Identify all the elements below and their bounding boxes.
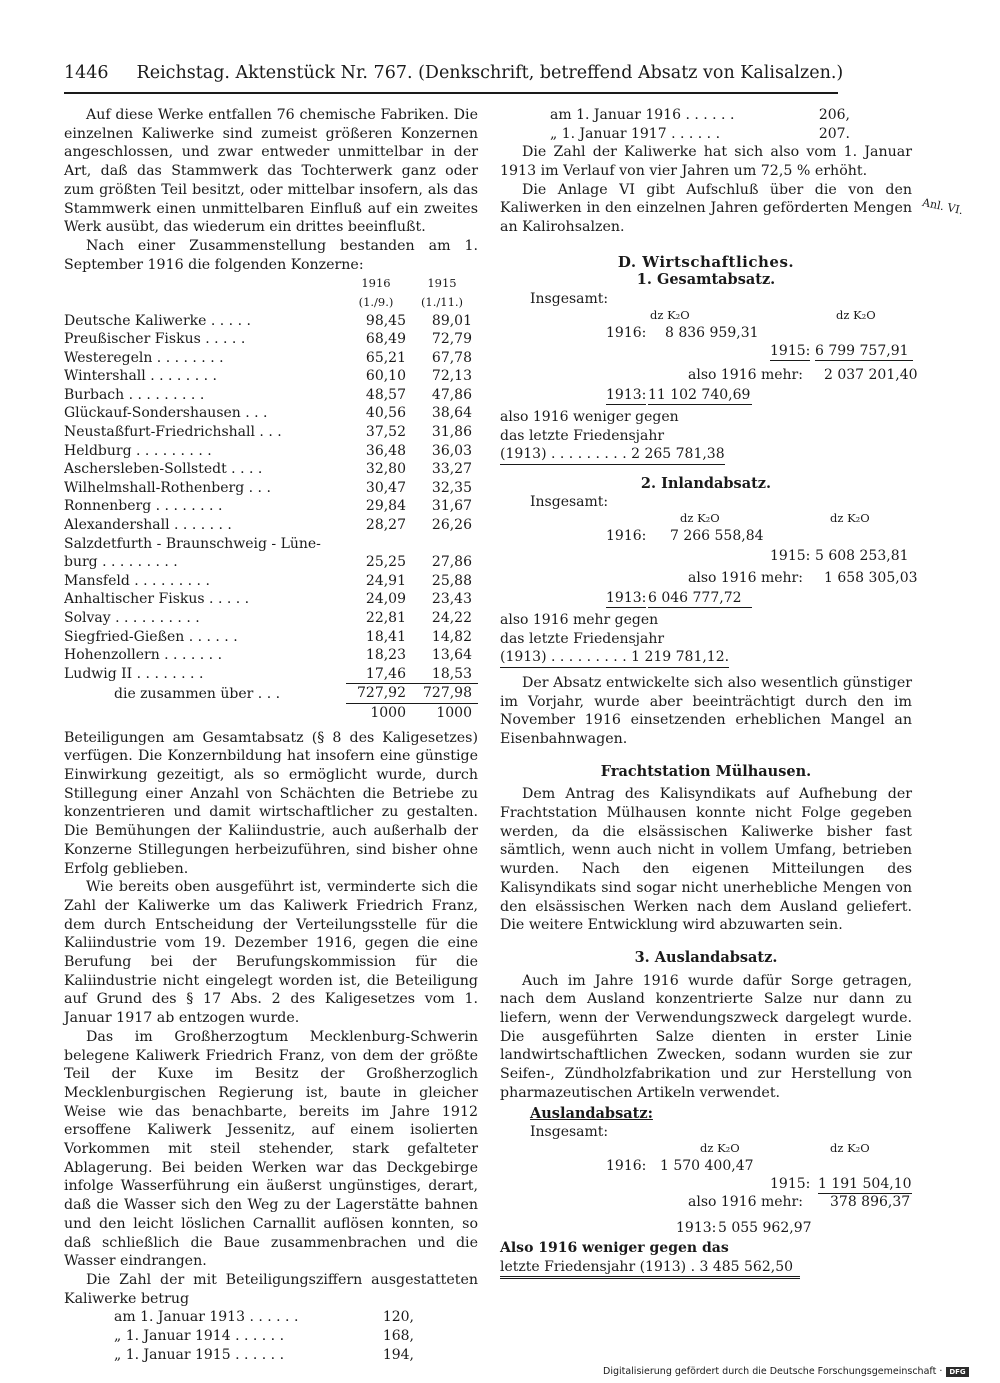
konzern-name: Hohenzollern . . . . . . . xyxy=(64,647,223,664)
subsection-heading: 2. Inlandabsatz. xyxy=(640,474,772,492)
left-column xyxy=(64,106,478,1364)
konzern-name: Westeregeln . . . . . . . . xyxy=(64,349,224,366)
konzern-name: Glückauf-Sondershausen . . . xyxy=(64,405,268,422)
konzern-value xyxy=(412,535,478,554)
paragraph: Die Anlage VI gibt Aufschluß über die von den Kaliwerken in den einzelnen Jahren geförderten Mengen an Kalirohsalzen. xyxy=(500,181,912,235)
konzerne-table xyxy=(64,274,478,722)
paragraph: Nach einer Zusammenstellung bestanden am 1. September 1916 die folgenden Konzerne: xyxy=(64,237,478,273)
konzern-name: Wintershall . . . . . . . . xyxy=(64,368,217,385)
footer-text: Digitalisierung gefördert durch die Deutsche Forschungsgemeinschaft · xyxy=(603,1366,943,1377)
spacer xyxy=(64,703,346,722)
paragraph: Das im Großherzogtum Mecklenburg-Schwerin belegene Kaliwerk Friedrich Franz, von dem der größte Teil der Kuxe im Besitz der Großherzoglich Mecklenburgischen Regierung ist, baute in gleicher Weise wie das benachbarte, bereits im Jahre 1912 ersoffene Kaliwerk Jessenitz, auf einem isolierten Vorkommen mit steil stehender, stark gefalteter Ablagerung. Bei beiden Werken war das Deckgebirge infolge Wasserführung ein äußerst ungünstiges, derart, daß die Wasser sich den Weg zu der Lagerstätte bahnen und den leicht löslichen Carnallit auflösen konnten, so daß schließlich die Baue zusammenbrachen und die Wasser eindrangen. xyxy=(64,1028,478,1270)
konzern-value: 25,25 xyxy=(365,554,406,571)
konzern-value: 72,13 xyxy=(431,368,472,385)
konzern-value: 24,91 xyxy=(365,572,406,589)
konzern-value: 89,01 xyxy=(431,312,472,329)
konzern-value: 17,46 xyxy=(346,665,412,684)
table-sum-row xyxy=(64,684,478,704)
total-value: 1000 xyxy=(370,704,406,721)
konzern-name: Salzdetfurth - Braunschweig - Lüne- xyxy=(64,535,321,552)
konzern-name: Wilhelmshall-Rothenberg . . . xyxy=(64,479,271,496)
konzern-value: 18,23 xyxy=(365,647,406,664)
konzern-name: Neustaßfurt-Friedrichshall . . . xyxy=(64,424,282,441)
gesamtabsatz-summary: also 1916 weniger gegen das letzte Friedensjahr (1913) . . . . . . . . . 2 265 781,38 xyxy=(500,408,912,465)
table-row xyxy=(64,423,478,442)
digitization-footer xyxy=(603,1366,969,1377)
table-row xyxy=(64,516,478,535)
table-row xyxy=(64,497,478,516)
konzern-value: 13,64 xyxy=(431,647,472,664)
konzern-name: Burbach . . . . . . . . . xyxy=(64,386,205,403)
table-row xyxy=(64,665,478,684)
konzern-name: Anhaltischer Fiskus . . . . . xyxy=(64,591,250,608)
section-heading: D. Wirtschaftliches. xyxy=(617,252,795,271)
sum-value: 727,92 xyxy=(346,684,412,704)
paragraph: Wie bereits oben ausgeführt ist, verminderte sich die Zahl der Kaliwerke um das Kaliwerk Friedrich Franz, dem durch Entscheidung der Verteilungsstelle für die Kaliindustrie vom 19. Dezember 1916, gegen die eine Berufung bei der Berufungskommission für die Kaliindustrie nicht eingelegt worden ist, die Beteiligung auf Grund des § 17 Abs. 2 des Kaligesetzes vom 1. Januar 1917 ab entzogen wurde. xyxy=(64,879,478,1027)
paragraph: Beteiligungen am Gesamtabsatz (§ 8 des Kaligesetzes) verfügen. Die Konzernbildung hat insofern eine günstige Einwirkung gezeitigt, als so ermöglicht wurde, durch Stillegung einer Anzahl von Schächten die Betriebe zu konzentrieren und damit wirtschaftlicher zu gestalten. Die Bemühungen der Kaliindustrie, auch außerhalb der Konzerne Stillegungen herbeizuführen, sind bisher ohne Erfolg geblieben. xyxy=(64,729,478,877)
sum-value: 727,98 xyxy=(412,684,478,704)
auslandabsatz-figures: Insgesamt: dz K₂O dz K₂O 1916: 1 570 400,47 1915: 1 191 504,10 also 1916 mehr: 378 896,37 xyxy=(530,1124,912,1211)
subsection-heading: 1. Gesamtabsatz. xyxy=(636,271,776,289)
table-row xyxy=(64,386,478,405)
auslandabsatz-1913: 1913: 5 055 962,97 xyxy=(676,1220,812,1237)
paragraph: Dem Antrag des Kalisyndikats auf Aufhebung der Frachtstation Mülhausen konnte nicht Folge gegeben werden, da die elsässischen Kaliwerke bisher fast sämtlich, wenn auch nicht in vollem Umfang, betrieben wurden. Nach den eigenen Mitteilungen des Kalisyndikats sind sogar nicht unerhebliche Mengen von den elsässischen Werken nach dem Ausland geliefert. Die weitere Entwicklung wird abzuwarten sein. xyxy=(500,786,912,934)
table-row xyxy=(64,628,478,647)
table-row xyxy=(64,479,478,498)
konzern-value: 14,82 xyxy=(431,628,472,645)
konzern-value: 25,88 xyxy=(431,572,472,589)
table-row xyxy=(64,646,478,665)
table-row xyxy=(64,535,478,554)
inlandabsatz-figures: Insgesamt: dz K₂O dz K₂O 1916: 7 266 558,84 1915: 5 608 253,81 also 1916 mehr: 1 658 305,03 1913: 6 046 777,72 xyxy=(530,494,918,607)
page-header xyxy=(64,62,844,84)
header-rule xyxy=(64,92,838,94)
konzern-value: 22,81 xyxy=(365,610,406,627)
konzern-value: 37,52 xyxy=(365,424,406,441)
page-number: 1446 xyxy=(64,63,109,83)
konzern-value: 60,10 xyxy=(365,368,406,385)
list-item: am 1. Januar 1913 . . . . . . 120, xyxy=(114,1309,414,1326)
table-row xyxy=(64,609,478,628)
konzern-name: Alexandershall . . . . . . . xyxy=(64,517,232,534)
list-item: „ 1. Januar 1914 . . . . . . 168, xyxy=(114,1327,414,1344)
paragraph: Auf diese Werke entfallen 76 chemische Fabriken. Die einzelnen Kaliwerke sind zumeist größeren Konzernen angeschlossen, und zwar entweder unmittelbar in der Art, daß das Stammwerk das Tochterwerk ganz oder zum größten Teil besitzt, oder mittelbar insofern, als das Stammwerk einen unmittelbaren Einfluß auf ein zweites Werk ausübt, das wiederum ein drittes beeinflußt. xyxy=(64,107,478,236)
subsection-heading: Frachtstation Mülhausen. xyxy=(600,762,812,780)
auslandabsatz-summary: Also 1916 weniger gegen das letzte Friedensjahr (1913) . 3 485 562,50 xyxy=(500,1239,912,1279)
konzern-value: 40,56 xyxy=(365,405,406,422)
table-row xyxy=(64,590,478,609)
konzern-name: Solvay . . . . . . . . . . xyxy=(64,610,200,627)
konzern-value: 36,48 xyxy=(365,442,406,459)
konzern-value xyxy=(346,535,412,554)
kaliwerke-count-list xyxy=(114,1308,478,1364)
margin-note: Anl. VI. xyxy=(921,195,965,218)
konzern-name: Deutsche Kaliwerke . . . . . xyxy=(64,312,251,329)
konzern-value: 68,49 xyxy=(365,331,406,348)
table-row xyxy=(64,349,478,368)
konzern-value: 27,86 xyxy=(431,554,472,571)
konzern-name: Preußischer Fiskus . . . . . xyxy=(64,331,246,348)
sum-label: die zusammen über . . . xyxy=(114,685,281,702)
konzern-value: 32,35 xyxy=(431,479,472,496)
inlandabsatz-summary: also 1916 mehr gegen das letzte Friedensjahr (1913) . . . . . . . . . 1 219 781,12. xyxy=(500,611,912,668)
konzern-value: 65,21 xyxy=(365,349,406,366)
table-row xyxy=(64,330,478,349)
table-row xyxy=(64,367,478,386)
table-row xyxy=(64,572,478,591)
table-row xyxy=(64,553,478,572)
konzern-value: 48,57 xyxy=(365,386,406,403)
gesamtabsatz-figures: Insgesamt: dz K₂O dz K₂O 1916: 8 836 959,31 1915: 6 799 757,91 also 1916 mehr: 2 037 201,40 1913: 11 102 740,69 xyxy=(530,291,918,404)
list-item: „ 1. Januar 1917 . . . . . . 207. xyxy=(550,125,850,142)
column-header: 1915 (1./11.) xyxy=(420,276,464,309)
table-row xyxy=(64,404,478,423)
konzern-value: 47,86 xyxy=(431,386,472,403)
konzern-name: Ronnenberg . . . . . . . . xyxy=(64,498,223,515)
list-item: am 1. Januar 1916 . . . . . . 206, xyxy=(550,107,850,123)
konzern-value: 30,47 xyxy=(365,479,406,496)
table-row xyxy=(64,442,478,461)
konzern-name: Aschersleben-Sollstedt . . . . xyxy=(64,461,263,478)
table-row xyxy=(64,460,478,479)
table-total-row xyxy=(64,703,478,722)
konzern-value: 24,09 xyxy=(365,591,406,608)
konzern-value: 38,64 xyxy=(431,405,472,422)
paragraph: Die Zahl der mit Beteiligungsziffern ausgestatteten Kaliwerke betrug xyxy=(64,1271,478,1307)
konzern-value: 33,27 xyxy=(431,461,472,478)
page-header-title: Reichstag. Aktenstück Nr. 767. (Denkschrift, betreffend Absatz von Kalisalzen.) xyxy=(136,63,844,83)
kaliwerke-count-list-continued xyxy=(550,106,912,143)
paragraph: Auch im Jahre 1916 wurde dafür Sorge getragen, nach dem Ausland konzentrierte Salze nur dann zu liefern, wenn der Verwendungszweck dargelegt wurde. Die ausgeführten Salze dienten in erster Linie landwirtschaftlichen Zwecken, sodann wurden sie zur Seifen-, Zündholzfabrikation und zur Herstellung von pharmazeutischen Artikeln verwendet. xyxy=(500,972,912,1101)
konzern-value: 28,27 xyxy=(365,517,406,534)
konzern-name: Mansfeld . . . . . . . . . xyxy=(64,572,210,589)
konzern-name: burg . . . . . . . . . xyxy=(64,554,178,571)
list-item: „ 1. Januar 1915 . . . . . . 194, xyxy=(114,1346,414,1363)
konzern-value: 67,78 xyxy=(431,349,472,366)
konzern-value: 26,26 xyxy=(431,517,472,534)
dfg-logo: DFG xyxy=(946,1367,968,1377)
konzern-name: Ludwig II . . . . . . . . xyxy=(64,666,204,683)
konzern-value: 31,67 xyxy=(431,498,472,515)
paragraph: Der Absatz entwickelte sich also wesentlich günstiger im Vorjahr, wurde aber beeinträchtigt durch den im November 1916 einsetzenden erheblichen Mangel an Eisenbahnwagen. xyxy=(500,674,912,747)
konzern-value: 18,41 xyxy=(365,628,406,645)
paragraph: Die Zahl der Kaliwerke hat sich also vom 1. Januar 1913 im Verlauf von vier Jahren um 72,5 % erhöht. xyxy=(500,144,912,179)
konzern-value: 32,80 xyxy=(365,461,406,478)
table-row xyxy=(64,312,478,331)
konzern-value: 72,79 xyxy=(431,331,472,348)
konzern-value: 18,53 xyxy=(412,665,478,684)
konzern-name: Siegfried-Gießen . . . . . . xyxy=(64,628,238,645)
konzern-name: Heldburg . . . . . . . . . xyxy=(64,442,212,459)
konzern-value: 23,43 xyxy=(431,591,472,608)
konzern-value: 29,84 xyxy=(365,498,406,515)
column-header: 1916 (1./9.) xyxy=(358,276,394,309)
auslandabsatz-subtitle: Auslandabsatz: xyxy=(530,1104,653,1122)
konzern-value: 24,22 xyxy=(431,610,472,627)
right-column xyxy=(500,106,918,1279)
total-value: 1000 xyxy=(436,704,472,721)
konzern-value: 36,03 xyxy=(431,442,472,459)
subsection-heading: 3. Auslandabsatz. xyxy=(634,948,778,966)
konzern-value: 98,45 xyxy=(365,312,406,329)
konzern-value: 31,86 xyxy=(431,424,472,441)
table-header-row xyxy=(64,274,478,311)
